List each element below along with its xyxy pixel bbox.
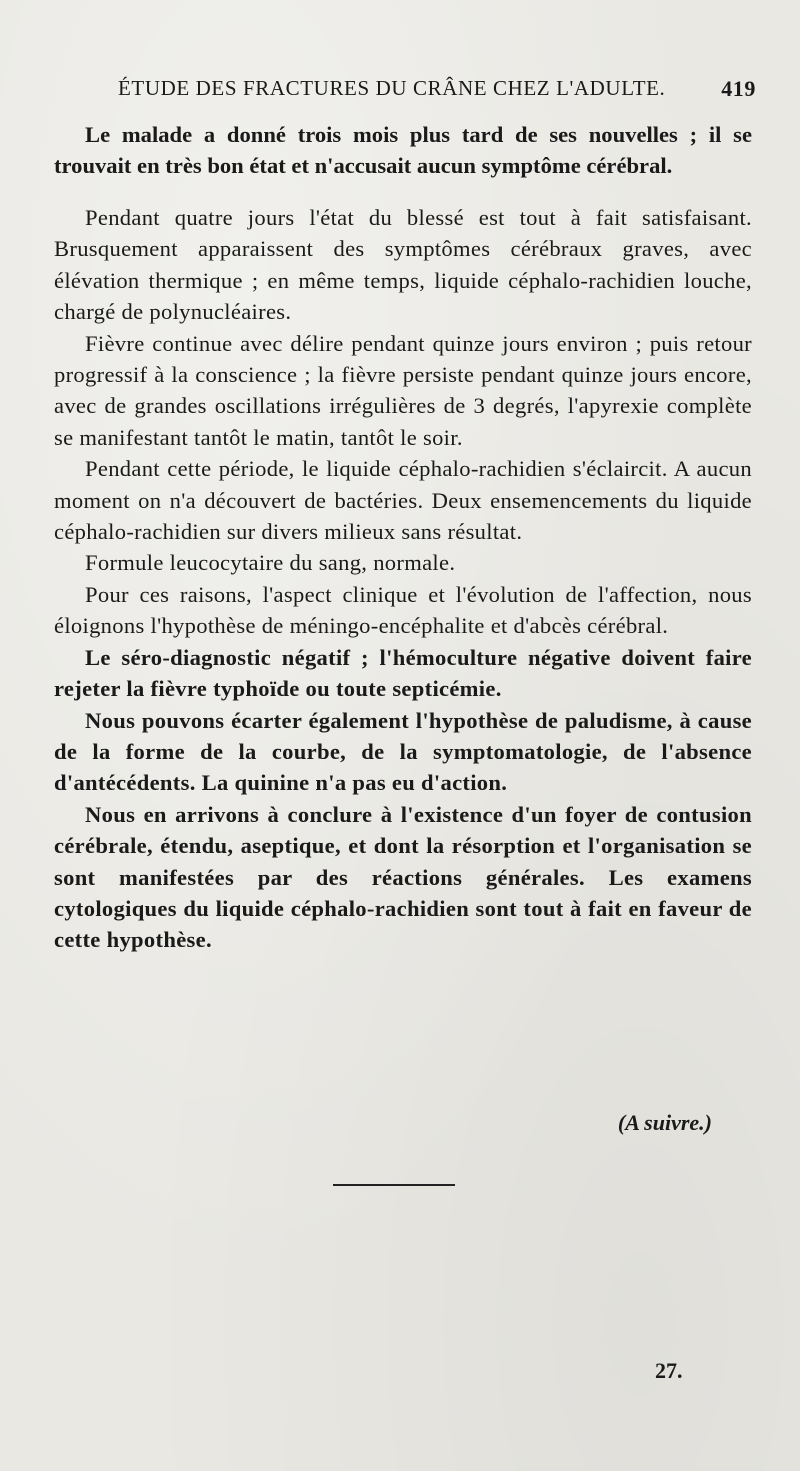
page-number: 419 — [721, 76, 756, 101]
main-text-block — [54, 202, 752, 956]
paragraph: Nous pouvons écarter également l'hypothèse de paludisme, à cause de la forme de la courbe, de la symptomatologie, de l'absence d'antécédents. La quinine n'a pas eu d'action. — [54, 707, 752, 796]
continuation-note: (A suivre.) — [617, 1110, 712, 1135]
running-head — [118, 74, 758, 108]
paragraph: Pour ces raisons, l'aspect clinique et l'évolution de l'affection, nous éloignons l'hypothèse de méningo-encéphalite et d'abcès cérébral. — [54, 581, 752, 639]
paragraph: Formule leucocytaire du sang, normale. — [85, 550, 456, 576]
signature-mark: 27. — [655, 1358, 683, 1383]
paragraph: Pendant quatre jours l'état du blessé est tout à fait satisfaisant. Brusquement apparaissent des symptômes cérébraux graves, avec élévation thermique ; en même temps, liquide céphalo-rachidien louche, chargé de polynucléaires. — [54, 205, 752, 325]
paragraph: Nous en arrivons à conclure à l'existence d'un foyer de contusion cérébrale, étendu, aseptique, et dont la résorption et l'organisation se sont manifestées par des réactions générales. Les examens cytologiques du liquide céphalo-rachidien sont tout à fait en faveur de cette hypothèse. — [54, 801, 752, 953]
opening-paragraph-block — [54, 119, 752, 182]
paragraph: Le séro-diagnostic négatif ; l'hémoculture négative doivent faire rejeter la fièvre typhoïde ou toute septicémie. — [54, 644, 752, 702]
section-rule — [333, 1184, 455, 1186]
paragraph: Le malade a donné trois mois plus tard de ses nouvelles ; il se trouvait en très bon état et n'accusait aucun symptôme cérébral. — [54, 122, 752, 179]
running-title: ÉTUDE DES FRACTURES DU CRÂNE CHEZ L'ADULTE. — [118, 76, 666, 100]
paragraph: Fièvre continue avec délire pendant quinze jours environ ; puis retour progressif à la conscience ; la fièvre persiste pendant quinze jours encore, avec de grandes oscillations irrégulières de 3 degrés, l'apyrexie complète se manifestant tantôt le matin, tantôt le soir. — [54, 330, 752, 450]
paragraph: Pendant cette période, le liquide céphalo-rachidien s'éclaircit. A aucun moment on n'a découvert de bactéries. Deux ensemencements du liquide céphalo-rachidien sur divers milieux sans résultat. — [54, 456, 752, 545]
